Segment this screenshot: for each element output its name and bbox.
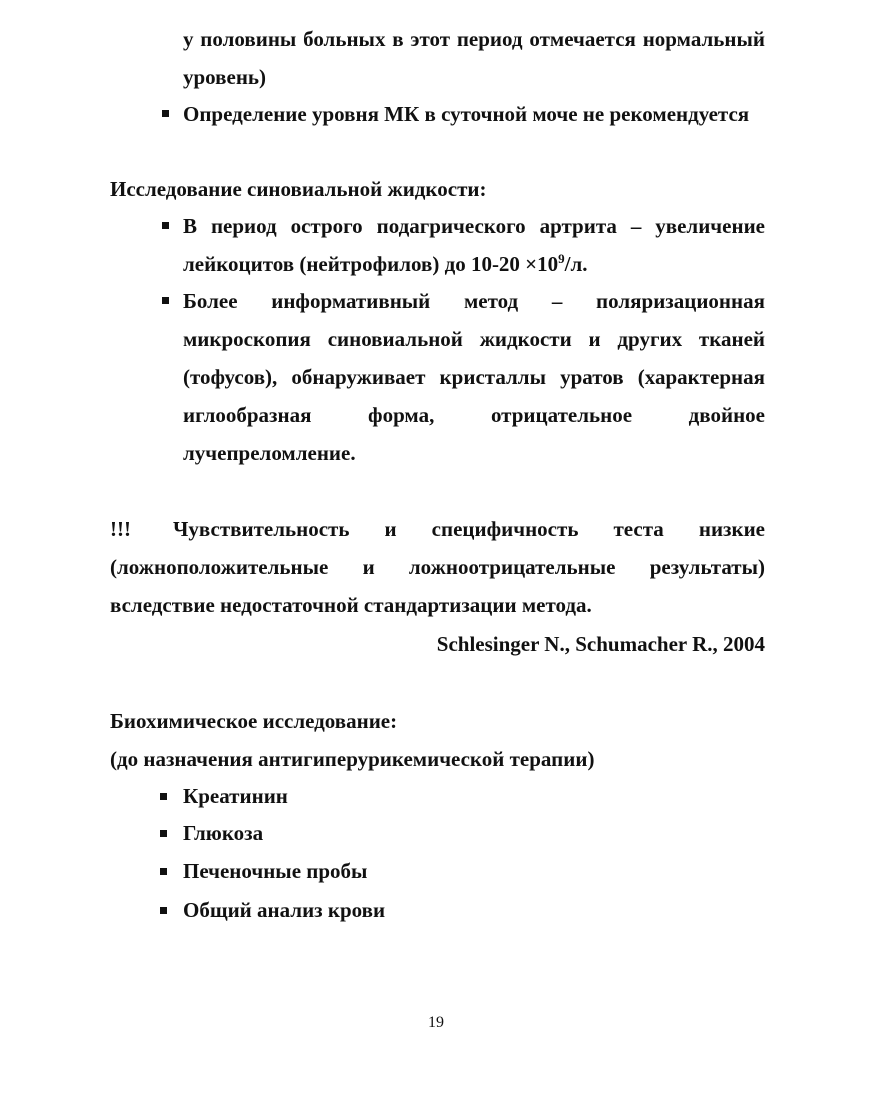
- list-item-creatinine: Креатинин: [183, 784, 288, 808]
- bullet-marker: [160, 830, 167, 837]
- bullet-marker: [162, 222, 169, 229]
- note-text: Чувствительность и специфичность теста низкие (ложноположительные и ложноотрицательные результаты) вследствие недостаточной стандартизации метода.: [110, 517, 765, 617]
- synovial-heading: Исследование синовиальной жидкости:: [110, 177, 487, 201]
- continuation-paragraph: у половины больных в этот период отмечается нормальный уровень): [183, 27, 765, 89]
- leukocytes-text: В период острого подагрического артрита – увеличение лейкоцитов (нейтрофилов) до 10-20 ×10: [183, 214, 765, 276]
- exponent: 9: [558, 251, 565, 266]
- attention-marker: !!!: [110, 517, 131, 541]
- urine-bullet-text: Определение уровня МК в суточной моче не рекомендуется: [183, 102, 750, 126]
- bullet-marker: [160, 907, 167, 914]
- microscopy-bullet-text: Более информативный метод – поляризационная микроскопия синовиальной жидкости и других тканей (тофусов), обнаруживает кристаллы уратов (характерная иглообразная форма, отрицательное двойное лучепреломление.: [183, 289, 765, 465]
- bullet-marker: [160, 868, 167, 875]
- biochem-subtitle: (до назначения антигиперурикемической терапии): [110, 747, 595, 771]
- page-number: 19: [428, 1014, 444, 1031]
- list-item-blood-count: Общий анализ крови: [183, 898, 386, 922]
- bullet-marker: [162, 297, 169, 304]
- list-item-liver-tests: Печеночные пробы: [183, 859, 368, 883]
- bullet-marker: [162, 110, 169, 117]
- leukocytes-unit: /л.: [564, 252, 588, 276]
- citation: Schlesinger N., Schumacher R., 2004: [436, 632, 765, 656]
- bullet-marker: [160, 793, 167, 800]
- biochem-heading: Биохимическое исследование:: [110, 709, 398, 733]
- sensitivity-note: [110, 510, 765, 624]
- leukocytes-bullet-text: [183, 207, 765, 283]
- list-item-glucose: Глюкоза: [183, 821, 264, 845]
